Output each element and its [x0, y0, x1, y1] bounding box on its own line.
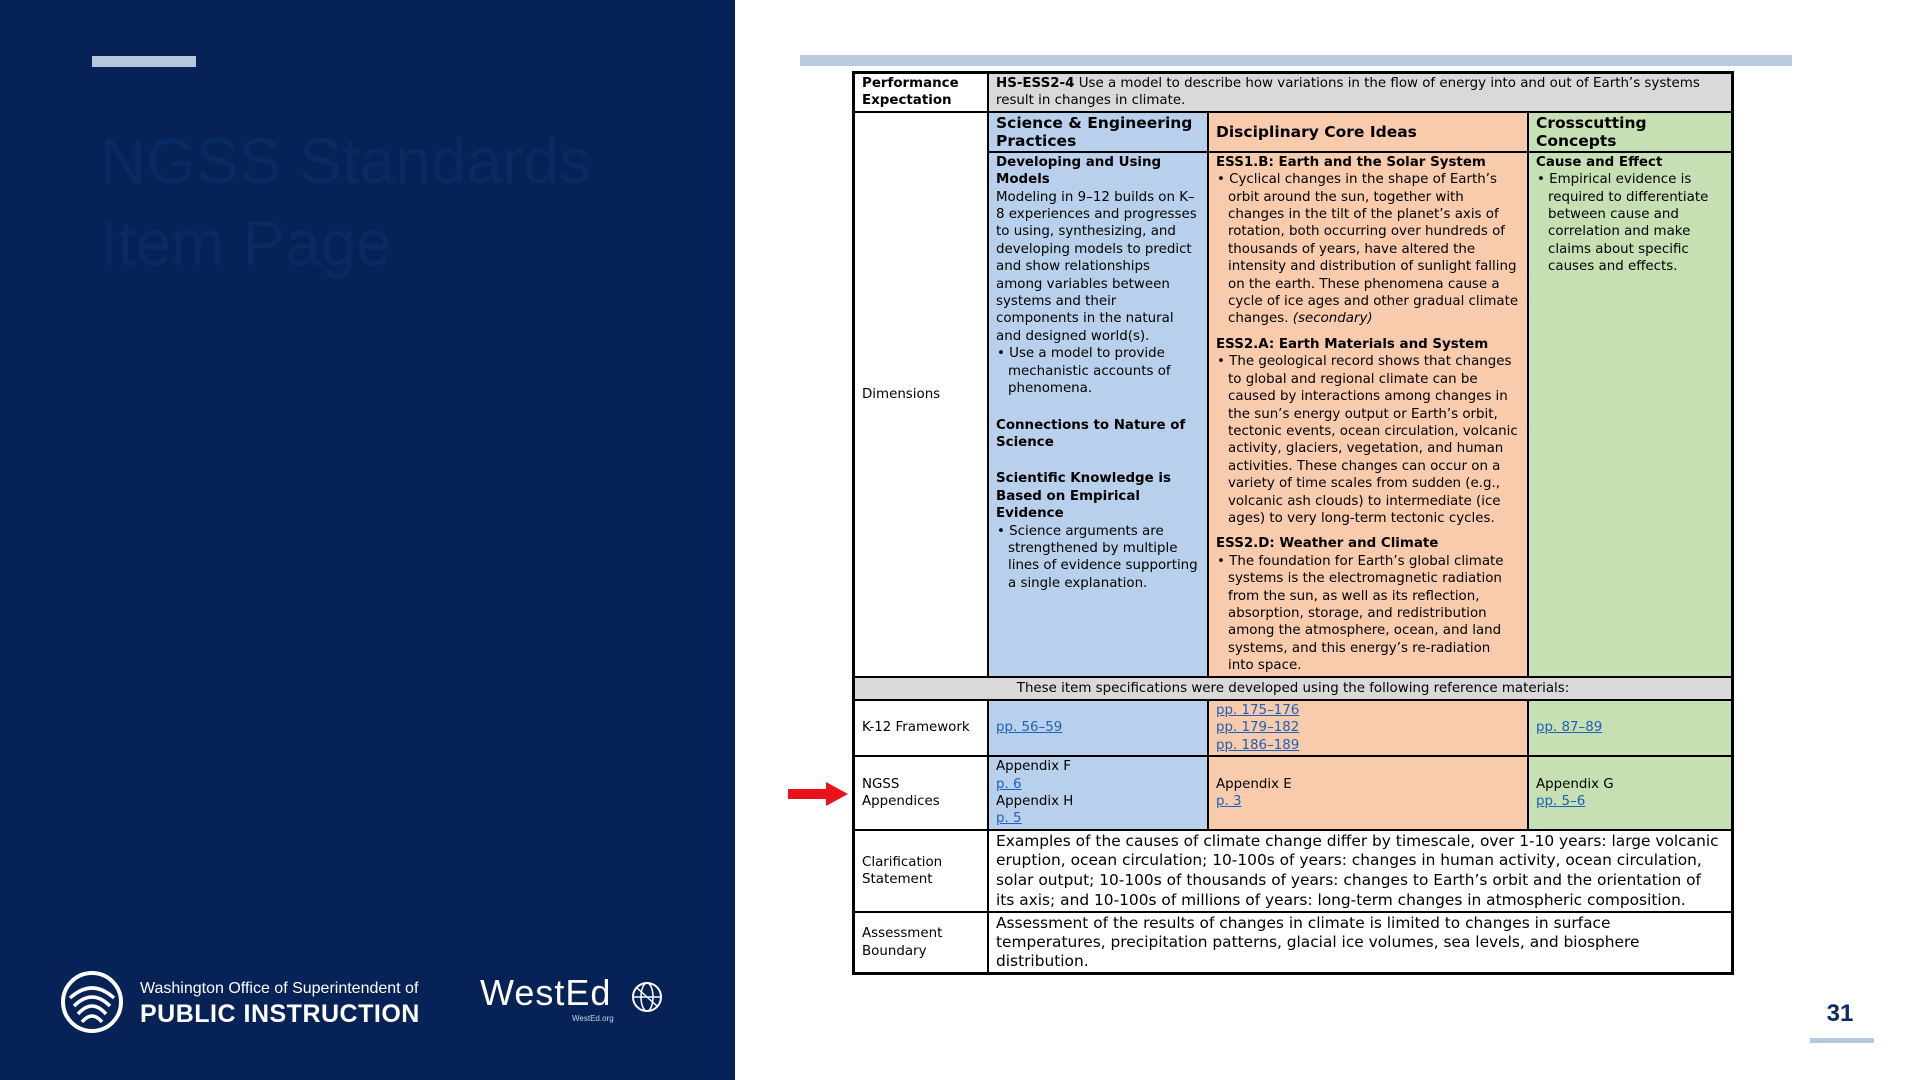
pe-text-cell: [988, 73, 1733, 112]
dci-bullet-1: • Cyclical changes in the shape of Earth’s orbit around the sun, together with changes in the tilt of the planet’s axis of rotation, both occurring over hundreds of thousands of years, have altered the intensity and distribution of sunlight falling on the earth. These phenomena cause a cycle of ice ages and other gradual climate changes.: [1217, 172, 1519, 327]
red-arrow-icon: [788, 782, 848, 806]
ngss-cc-link[interactable]: pp. 5–6: [1536, 794, 1586, 810]
wested-url: WestEd.org: [572, 1014, 614, 1023]
k12-dci-link-2[interactable]: pp. 179–182: [1216, 720, 1300, 736]
sep-header: Science & Engineering Practices: [988, 112, 1208, 152]
dci-header: Disciplinary Core Ideas: [1208, 112, 1528, 152]
ngss-cc-cell: [1528, 756, 1733, 830]
sep-bullet-1: • Use a model to provide mechanistic accounts of phenomena.: [997, 346, 1171, 397]
table-row: [854, 756, 1733, 830]
table-row: [854, 830, 1733, 912]
ngss-dci-cell: [1208, 756, 1528, 830]
k12-dci-cell: [1208, 700, 1528, 756]
table-row: [854, 912, 1733, 974]
ospi-emblem-icon: [60, 970, 124, 1034]
dci-bullet-3: • The foundation for Earth’s global climate systems is the electromagnetic radiation from the sun, as well as its reflection, absorption, storage, and redistribution among the atmosphere, ocean, and land systems, and this energy’s re-radiation into space.: [1217, 553, 1504, 674]
title-accent-bar: [92, 56, 196, 67]
cc-body: [1528, 152, 1733, 677]
ospi-name-line-2: PUBLIC INSTRUCTION: [140, 1000, 420, 1028]
dimensions-label-cell: [854, 112, 989, 677]
page-number: 31: [1826, 1000, 1854, 1027]
pe-text: Use a model to describe how variations in the flow of energy into and out of Earth’s systems result in changes in climate.: [996, 76, 1700, 109]
clarification-label-cell: [854, 830, 989, 912]
pe-code: HS-ESS2-4: [996, 76, 1075, 91]
wested-globe-icon: [630, 980, 664, 1014]
slide-title-line-1: NGSS Standards: [100, 125, 591, 197]
clarification-text: Examples of the causes of climate change differ by timescale, over 1-10 years: large volcanic eruption, ocean circulation; 10-100s of years: changes in human activity, ocean circulation, solar output; 10-100s of thousands of years: changes to Earth’s orbit and the orientation of its axis; and 10-100s of millions of years: long-term changes in atmospheric composition.: [988, 830, 1733, 912]
slide-title-line-2: Item Page: [100, 207, 392, 279]
k12-sep-cell: [988, 700, 1208, 756]
ngss-sep-appendix-h: Appendix H: [996, 794, 1074, 810]
ngss-label-cell: [854, 756, 989, 830]
dci-bullet-2: • The geological record shows that changes to global and regional climate can be caused by interactions among changes in the sun’s energy output or Earth’s orbit, tectonic events, ocean circulation, volcanic activity, glaciers, vegetation, and human activities. These changes can occur on a variety of time scales from sudden (e.g., volcanic ash clouds) to intermediate (ice ages) to very long-term tectonic cycles.: [1217, 354, 1518, 526]
cc-header: Crosscutting Concepts: [1528, 112, 1733, 152]
wested-logo: [480, 972, 680, 1032]
sep-body: [988, 152, 1208, 677]
page-number-rule: [1810, 1038, 1874, 1043]
sep-heading-1: Developing and Using Models: [996, 154, 1162, 188]
ngss-sep-link-1[interactable]: p. 6: [996, 776, 1022, 792]
table-row: [854, 677, 1733, 700]
boundary-text: Assessment of the results of changes in climate is limited to changes in surface temperatures, precipitation patterns, glacial ice volumes, sea levels, and biosphere distribution.: [988, 912, 1733, 974]
cc-heading-1: Cause and Effect: [1536, 154, 1663, 170]
ngss-sep-cell: [988, 756, 1208, 830]
ospi-name-line-1: Washington Office of Superintendent of: [140, 980, 419, 997]
cc-bullet-1: • Empirical evidence is required to differentiate between cause and correlation and make claims about specific causes and effects.: [1537, 172, 1709, 275]
ngss-dci-link[interactable]: p. 3: [1216, 794, 1242, 810]
standards-table: [852, 71, 1734, 975]
dci-body: [1208, 152, 1528, 677]
dci-heading-3: ESS2.D: Weather and Climate: [1216, 536, 1439, 552]
dimensions-label: Dimensions: [862, 386, 941, 402]
pe-label-cell: [854, 73, 989, 112]
slide-title: [100, 120, 660, 284]
boundary-label-cell: [854, 912, 989, 974]
sep-paragraph-1: Modeling in 9–12 builds on K–8 experiences and progresses to using, synthesizing, and developing models to predict and show relationships among variables between systems and their components in the natural and designed world(s).: [996, 189, 1197, 344]
ngss-dci-appendix: Appendix E: [1216, 776, 1292, 792]
k12-cc-link[interactable]: pp. 87–89: [1536, 720, 1603, 736]
pe-label: Performance Expectation: [862, 76, 959, 109]
ngss-cc-appendix: Appendix G: [1536, 776, 1614, 792]
boundary-label: Assessment Boundary: [862, 926, 943, 959]
top-divider: [800, 55, 1792, 66]
clarification-label: Clarification Statement: [862, 854, 943, 888]
dci-heading-2: ESS2.A: Earth Materials and System: [1216, 336, 1489, 352]
sep-heading-3: Scientific Knowledge is Based on Empirical Evidence: [996, 471, 1171, 522]
ospi-logo: [60, 968, 460, 1036]
k12-sep-link[interactable]: pp. 56–59: [996, 720, 1063, 736]
k12-cc-cell: [1528, 700, 1733, 756]
table-row: [854, 700, 1733, 756]
left-panel: [0, 0, 735, 1080]
ngss-sep-link-2[interactable]: p. 5: [996, 811, 1022, 827]
reference-banner: These item specifications were developed using the following reference materials:: [854, 677, 1733, 700]
sep-heading-2: Connections to Nature of Science: [996, 417, 1186, 450]
table-row: [854, 112, 1733, 152]
sep-bullet-2: • Science arguments are strengthened by multiple lines of evidence supporting a single explanation.: [997, 523, 1198, 591]
ngss-sep-appendix-f: Appendix F: [996, 759, 1071, 775]
table-row: [854, 73, 1733, 112]
dci-bullet-1-note: (secondary): [1292, 311, 1373, 327]
k12-label: K-12 Framework: [862, 720, 970, 736]
k12-dci-link-1[interactable]: pp. 175–176: [1216, 703, 1300, 718]
dci-heading-1: ESS1.B: Earth and the Solar System: [1216, 154, 1486, 170]
wested-wordmark: WestEd: [480, 972, 612, 1013]
ngss-label: NGSS Appendices: [862, 776, 940, 810]
k12-dci-link-3[interactable]: pp. 186–189: [1216, 737, 1300, 753]
k12-label-cell: [854, 700, 989, 756]
